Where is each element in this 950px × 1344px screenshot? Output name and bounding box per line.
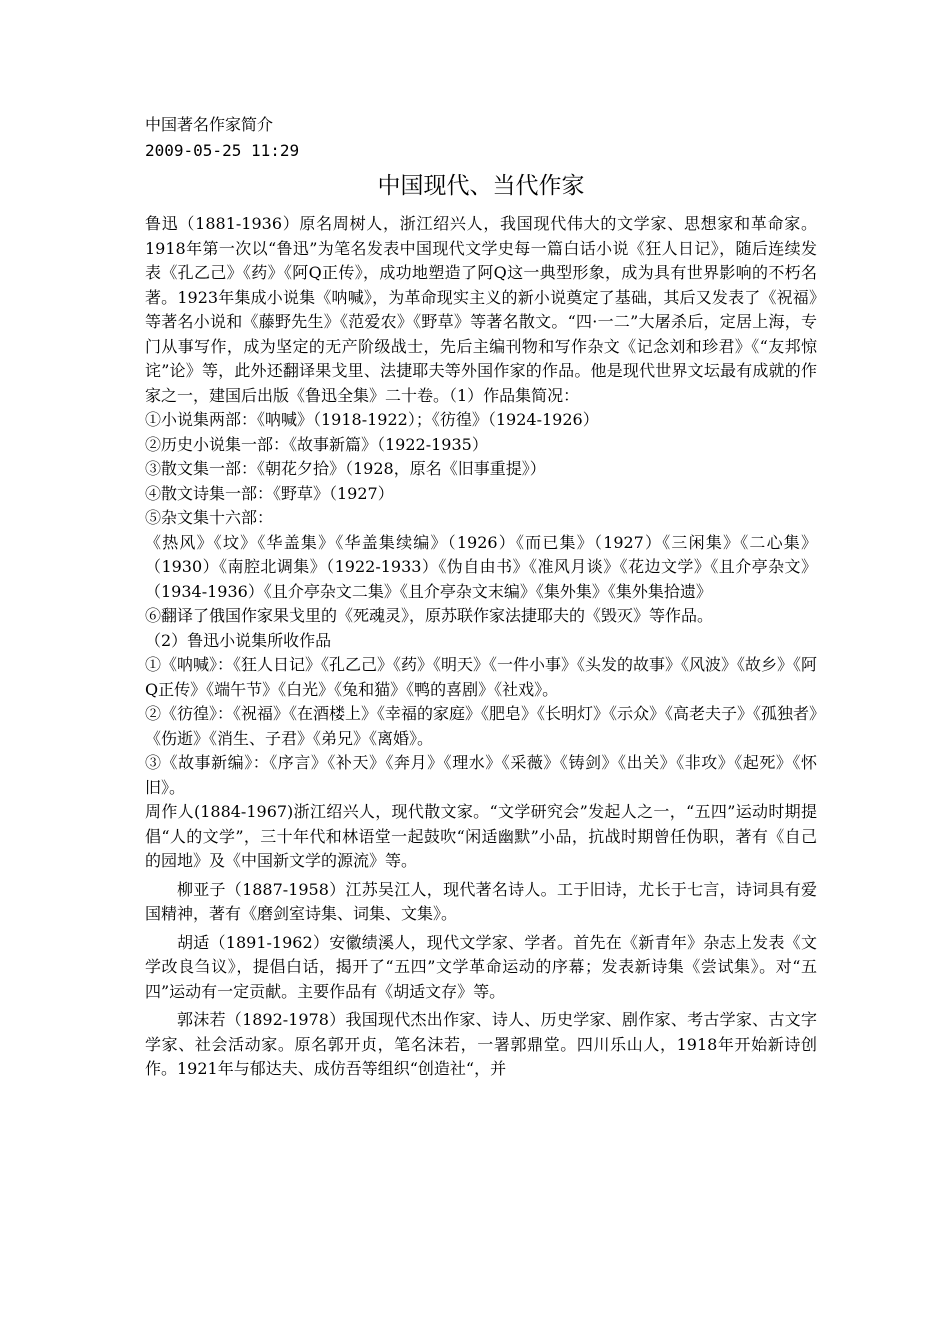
author-zhou-zuoren: 周作人(1884-1967)浙江绍兴人，现代散文家。“文学研究会”发起人之一，“五四”运动时期提倡“人的文学”，三十年代和林语堂一起鼓吹“闲适幽默”小品，抗战时期曾任伪职，著有《自己的园地》及《中国新文学的源流》等。 bbox=[145, 802, 817, 870]
document-heading: 中国著名作家简介 bbox=[145, 115, 274, 134]
nahan-contents: ①《呐喊》：《狂人日记》《孔乙己》《药》《明天》《一件小事》《头发的故事》《风波》《故乡》《阿Q正传》《端午节》《白光》《兔和猫》《鸭的喜剧》《社戏》。 bbox=[145, 655, 818, 699]
author-hu-shi: 胡适（1891-1962）安徽绩溪人，现代文学家、学者。首先在《新青年》杂志上发表《文学改良刍议》，提倡白话，揭开了“五四”文学革命运动的序幕；发表新诗集《尝试集》。对“五四”运动有一定贡献。主要作品有《胡适文存》等。 bbox=[145, 932, 817, 1001]
works-item-novels: ①小说集两部：《呐喊》（1918-1922）；《彷徨》（1924-1926） bbox=[145, 410, 599, 429]
document-body bbox=[145, 212, 817, 1082]
document-timestamp: 2009-05-25 11:29 bbox=[145, 141, 300, 160]
novels-heading: （2）鲁迅小说集所收作品 bbox=[145, 630, 332, 650]
page-title: 中国现代、当代作家 bbox=[377, 173, 585, 199]
luxun-intro: 鲁迅（1881-1936）原名周树人，浙江绍兴人，我国现代伟大的文学家、思想家和革命家。1918年第一次以“鲁迅”为笔名发表中国现代文学史每一篇白话小说《狂人日记》，随后连续发表《孔乙己》《药》《阿Q正传》，成功地塑造了阿Q这一典型形象，成为具有世界影响的不朽名著。1923年集成小说集《呐喊》，为革命现实主义的新小说奠定了基础，其后又发表了《祝福》等著名小说和《藤野先生》《范爱农》《野草》等著名散文。“四·一二”大屠杀后，定居上海，专门从事写作，成为坚定的无产阶级战士，先后主编刊物和写作杂文《记念刘和珍君》《“友邦惊诧”论》等，此外还翻译果戈里、法捷耶夫等外国作家的作品。他是现代世界文坛最有成就的作家之一，建国后出版《鲁迅全集》二十卷。（1）作品集简况： bbox=[145, 214, 817, 405]
essay-collections: 《热风》《坟》《华盖集》《华盖集续编》（1926）《而已集》（1927）《三闲集》《二心集》（1930）《南腔北调集》（1922-1933）《伪自由书》《准风月谈》《花边文学》《且介亭杂文》（1934-1936）《且介亭杂文二集》《且介亭杂文末编》《集外集》《集外集拾遗》 bbox=[145, 532, 817, 601]
gushi-contents: ③《故事新编》：《序言》《补天》《奔月》《理水》《采薇》《铸剑》《出关》《非攻》《起死》《怀旧》。 bbox=[145, 753, 817, 797]
document-page bbox=[145, 112, 817, 1082]
works-item-historical: ②历史小说集一部：《故事新篇》（1922-1935） bbox=[145, 434, 488, 454]
panghuang-contents: ②《彷徨》：《祝福》《在酒楼上》《幸福的家庭》《肥皂》《长明灯》《示众》《高老夫子》《孤独者》《伤逝》《消生、子君》《弟兄》《离婚》。 bbox=[145, 704, 818, 748]
works-item-essays: ⑤杂文集十六部： bbox=[145, 508, 274, 527]
translation-note: ⑥翻译了俄国作家果戈里的《死魂灵》，原苏联作家法捷耶夫的《毁灭》等作品。 bbox=[145, 606, 714, 625]
works-item-prose-poems: ④散文诗集一部：《野草》（1927） bbox=[145, 483, 394, 503]
author-liu-yazi: 柳亚子（1887-1958）江苏吴江人，现代著名诗人。工于旧诗，尤长于七言，诗词具有爱国精神，著有《磨剑室诗集、词集、文集》。 bbox=[145, 879, 817, 923]
author-guo-moruo: 郭沫若（1892-1978）我国现代杰出作家、诗人、历史学家、剧作家、考古学家、古文字学家、社会活动家。原名郭开贞，笔名沫若，一署郭鼎堂。四川乐山人，1918年开始新诗创作。1921年与郁达夫、成仿吾等组织“创造社“，并 bbox=[145, 1010, 817, 1078]
works-item-prose: ③散文集一部：《朝花夕拾》（1928，原名《旧事重提》） bbox=[145, 459, 546, 478]
